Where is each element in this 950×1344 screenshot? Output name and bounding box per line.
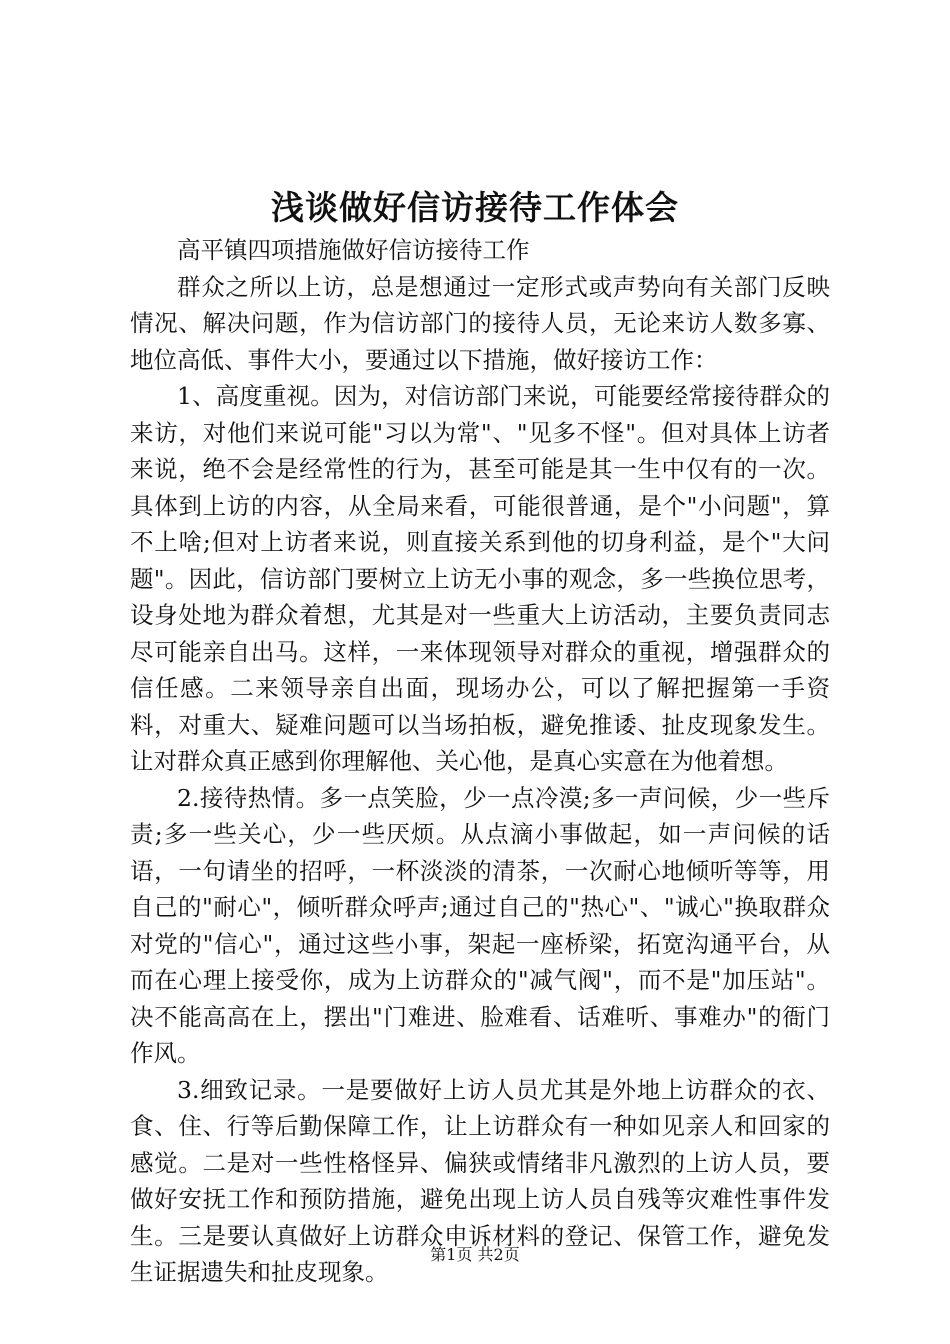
document-body — [130, 232, 830, 1291]
measure-1-paragraph: 1、高度重视。因为，对信访部门来说，可能要经常接待群众的来访，对他们来说可能"习以为常"、"见多不怪"。但对具体上访者来说，绝不会是经常性的行为，甚至可能是其一生中仅有的一次。具体到上访的内容，从全局来看，可能很普通，是个"小问题"，算不上啥;但对上访者来说，则直接关系到他的切身利益，是个"大问题"。因此，信访部门要树立上访无小事的观念，多一些换位思考，设身处地为群众着想，尤其是对一些重大上访活动，主要负责同志尽可能亲自出马。这样，一来体现领导对群众的重视，增强群众的信任感。二来领导亲自出面，现场办公，可以了解把握第一手资料，对重大、疑难问题可以当场拍板，避免推诿、扯皮现象发生。让对群众真正感到你理解他、关心他，是真心实意在为他着想。 — [130, 382, 830, 775]
intro-paragraph: 群众之所以上访，总是想通过一定形式或声势向有关部门反映情况、解决问题，作为信访部门的接待人员，无论来访人数多寡、地位高低、事件大小，要通过以下措施，做好接访工作： — [130, 272, 830, 374]
document-title: 浅谈做好信访接待工作体会 — [271, 188, 679, 227]
measure-3-paragraph: 3.细致记录。一是要做好上访人员尤其是外地上访群众的衣、食、住、行等后勤保障工作，让上访群众有一种如见亲人和回家的感觉。二是对一些性格怪异、偏狭或情绪非凡激烈的上访人员，要做好安抚工作和预防措施，避免出现上访人员自残等灾难性事件发生。三是要认真做好上访群众申诉材料的登记、保管工作，避免发生证据遗失和扯皮现象。 — [130, 1075, 830, 1286]
page-number-footer: 第1页 共2页 — [430, 1245, 520, 1264]
subtitle-paragraph: 高平镇四项措施做好信访接待工作 — [177, 236, 530, 264]
measure-2-paragraph: 2.接待热情。多一点笑脸，少一点冷漠;多一声问候，少一些斥责;多一些关心，少一些厌烦。从点滴小事做起，如一声问候的话语，一句请坐的招呼，一杯淡淡的清茶，一次耐心地倾听等等，用自己的"耐心"，倾听群众呼声;通过自己的"热心"、"诚心"换取群众对党的"信心"，通过这些小事，架起一座桥梁，拓宽沟通平台，从而在心理上接受你，成为上访群众的"减气阀"，而不是"加压站"。决不能高高在上，摆出"门难进、脸难看、话难听、事难办"的衙门作风。 — [130, 783, 830, 1067]
